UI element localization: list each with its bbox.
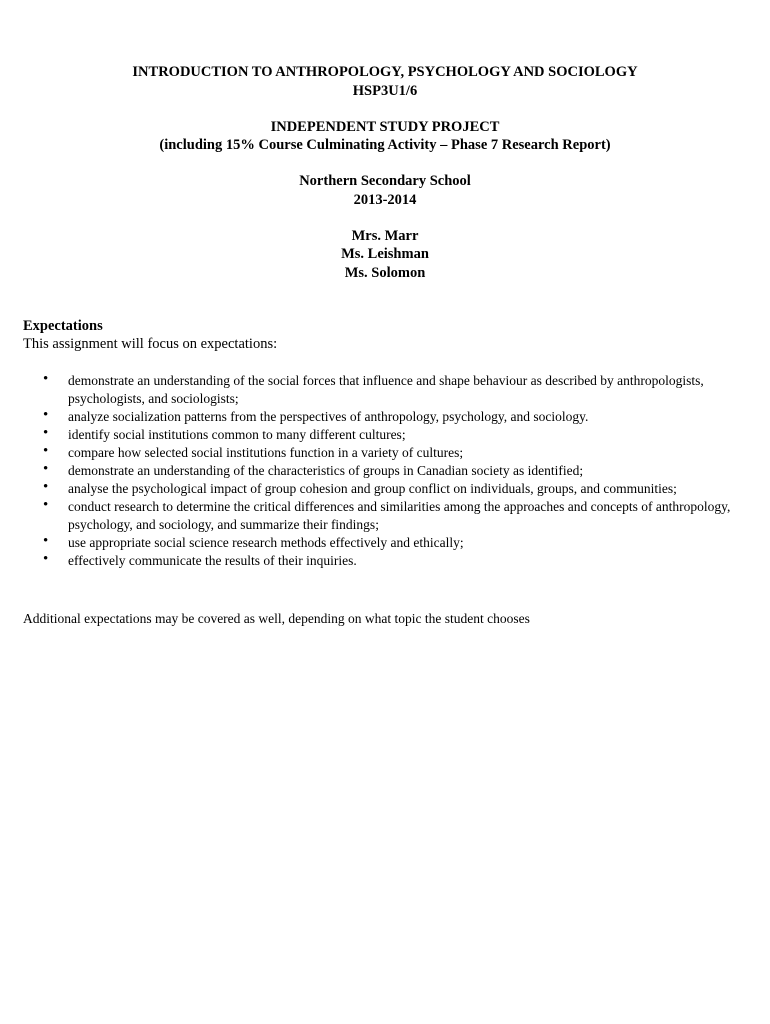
- spacer: [0, 209, 770, 227]
- bullet-icon: •: [43, 479, 49, 495]
- bullet-icon: •: [43, 425, 49, 441]
- teacher-name: Ms. Leishman: [341, 246, 429, 262]
- project-subtitle: (including 15% Course Culminating Activity – Phase 7 Research Report): [159, 137, 611, 153]
- list-item-text: demonstrate an understanding of the characteristics of groups in Canadian society as identified;: [68, 463, 584, 478]
- bullet-icon: •: [43, 461, 49, 477]
- bullet-icon: •: [43, 497, 49, 513]
- list-item: [23, 552, 753, 570]
- bullet-icon: •: [43, 443, 49, 459]
- list-item-text: compare how selected social institutions function in a variety of cultures;: [68, 445, 464, 460]
- list-item-text: analyse the psychological impact of group cohesion and group conflict on individuals, groups, and communities;: [68, 481, 677, 496]
- list-item-text: use appropriate social science research methods effectively and ethically;: [68, 535, 464, 550]
- school-name: Northern Secondary School: [299, 173, 471, 189]
- list-item: [23, 498, 753, 534]
- spacer: [0, 100, 770, 118]
- list-item-text: identify social institutions common to many different cultures;: [68, 427, 406, 442]
- list-item: [23, 480, 753, 498]
- bullet-icon: •: [43, 551, 49, 567]
- expectations-section: [23, 317, 753, 353]
- list-item: [23, 408, 753, 426]
- teacher-name: Mrs. Marr: [351, 227, 419, 244]
- list-item-text: analyze socialization patterns from the perspectives of anthropology, psychology, and sociology.: [68, 409, 589, 424]
- course-code: HSP3U1/6: [352, 82, 418, 99]
- school-year: 2013-2014: [353, 191, 417, 208]
- closing-note: Additional expectations may be covered as well, depending on what topic the student chooses: [23, 611, 530, 626]
- expectations-heading: Expectations: [23, 318, 103, 334]
- list-item-text: conduct research to determine the critical differences and similarities among the approaches and concepts of anthropology, psychology, and sociology, and summarize their findings;: [68, 499, 731, 532]
- list-item: [23, 462, 753, 480]
- teacher-name: Ms. Solomon: [344, 264, 426, 281]
- course-title: INTRODUCTION TO ANTHROPOLOGY, PSYCHOLOGY AND SOCIOLOGY: [132, 64, 638, 80]
- bullet-icon: •: [43, 407, 49, 423]
- expectations-list: [23, 372, 753, 570]
- list-item: [23, 426, 753, 444]
- list-item: [23, 534, 753, 552]
- list-item: [23, 372, 753, 408]
- list-item-text: effectively communicate the results of their inquiries.: [68, 553, 357, 568]
- bullet-icon: •: [43, 371, 49, 387]
- spacer: [0, 155, 770, 173]
- list-item-text: demonstrate an understanding of the social forces that influence and shape behaviour as described by anthropologists, psychologists, and sociologists;: [68, 373, 704, 406]
- list-item: [23, 444, 753, 462]
- bullet-icon: •: [43, 533, 49, 549]
- title-block: [0, 63, 770, 282]
- expectations-intro: This assignment will focus on expectations:: [23, 336, 278, 352]
- project-title: INDEPENDENT STUDY PROJECT: [270, 118, 500, 135]
